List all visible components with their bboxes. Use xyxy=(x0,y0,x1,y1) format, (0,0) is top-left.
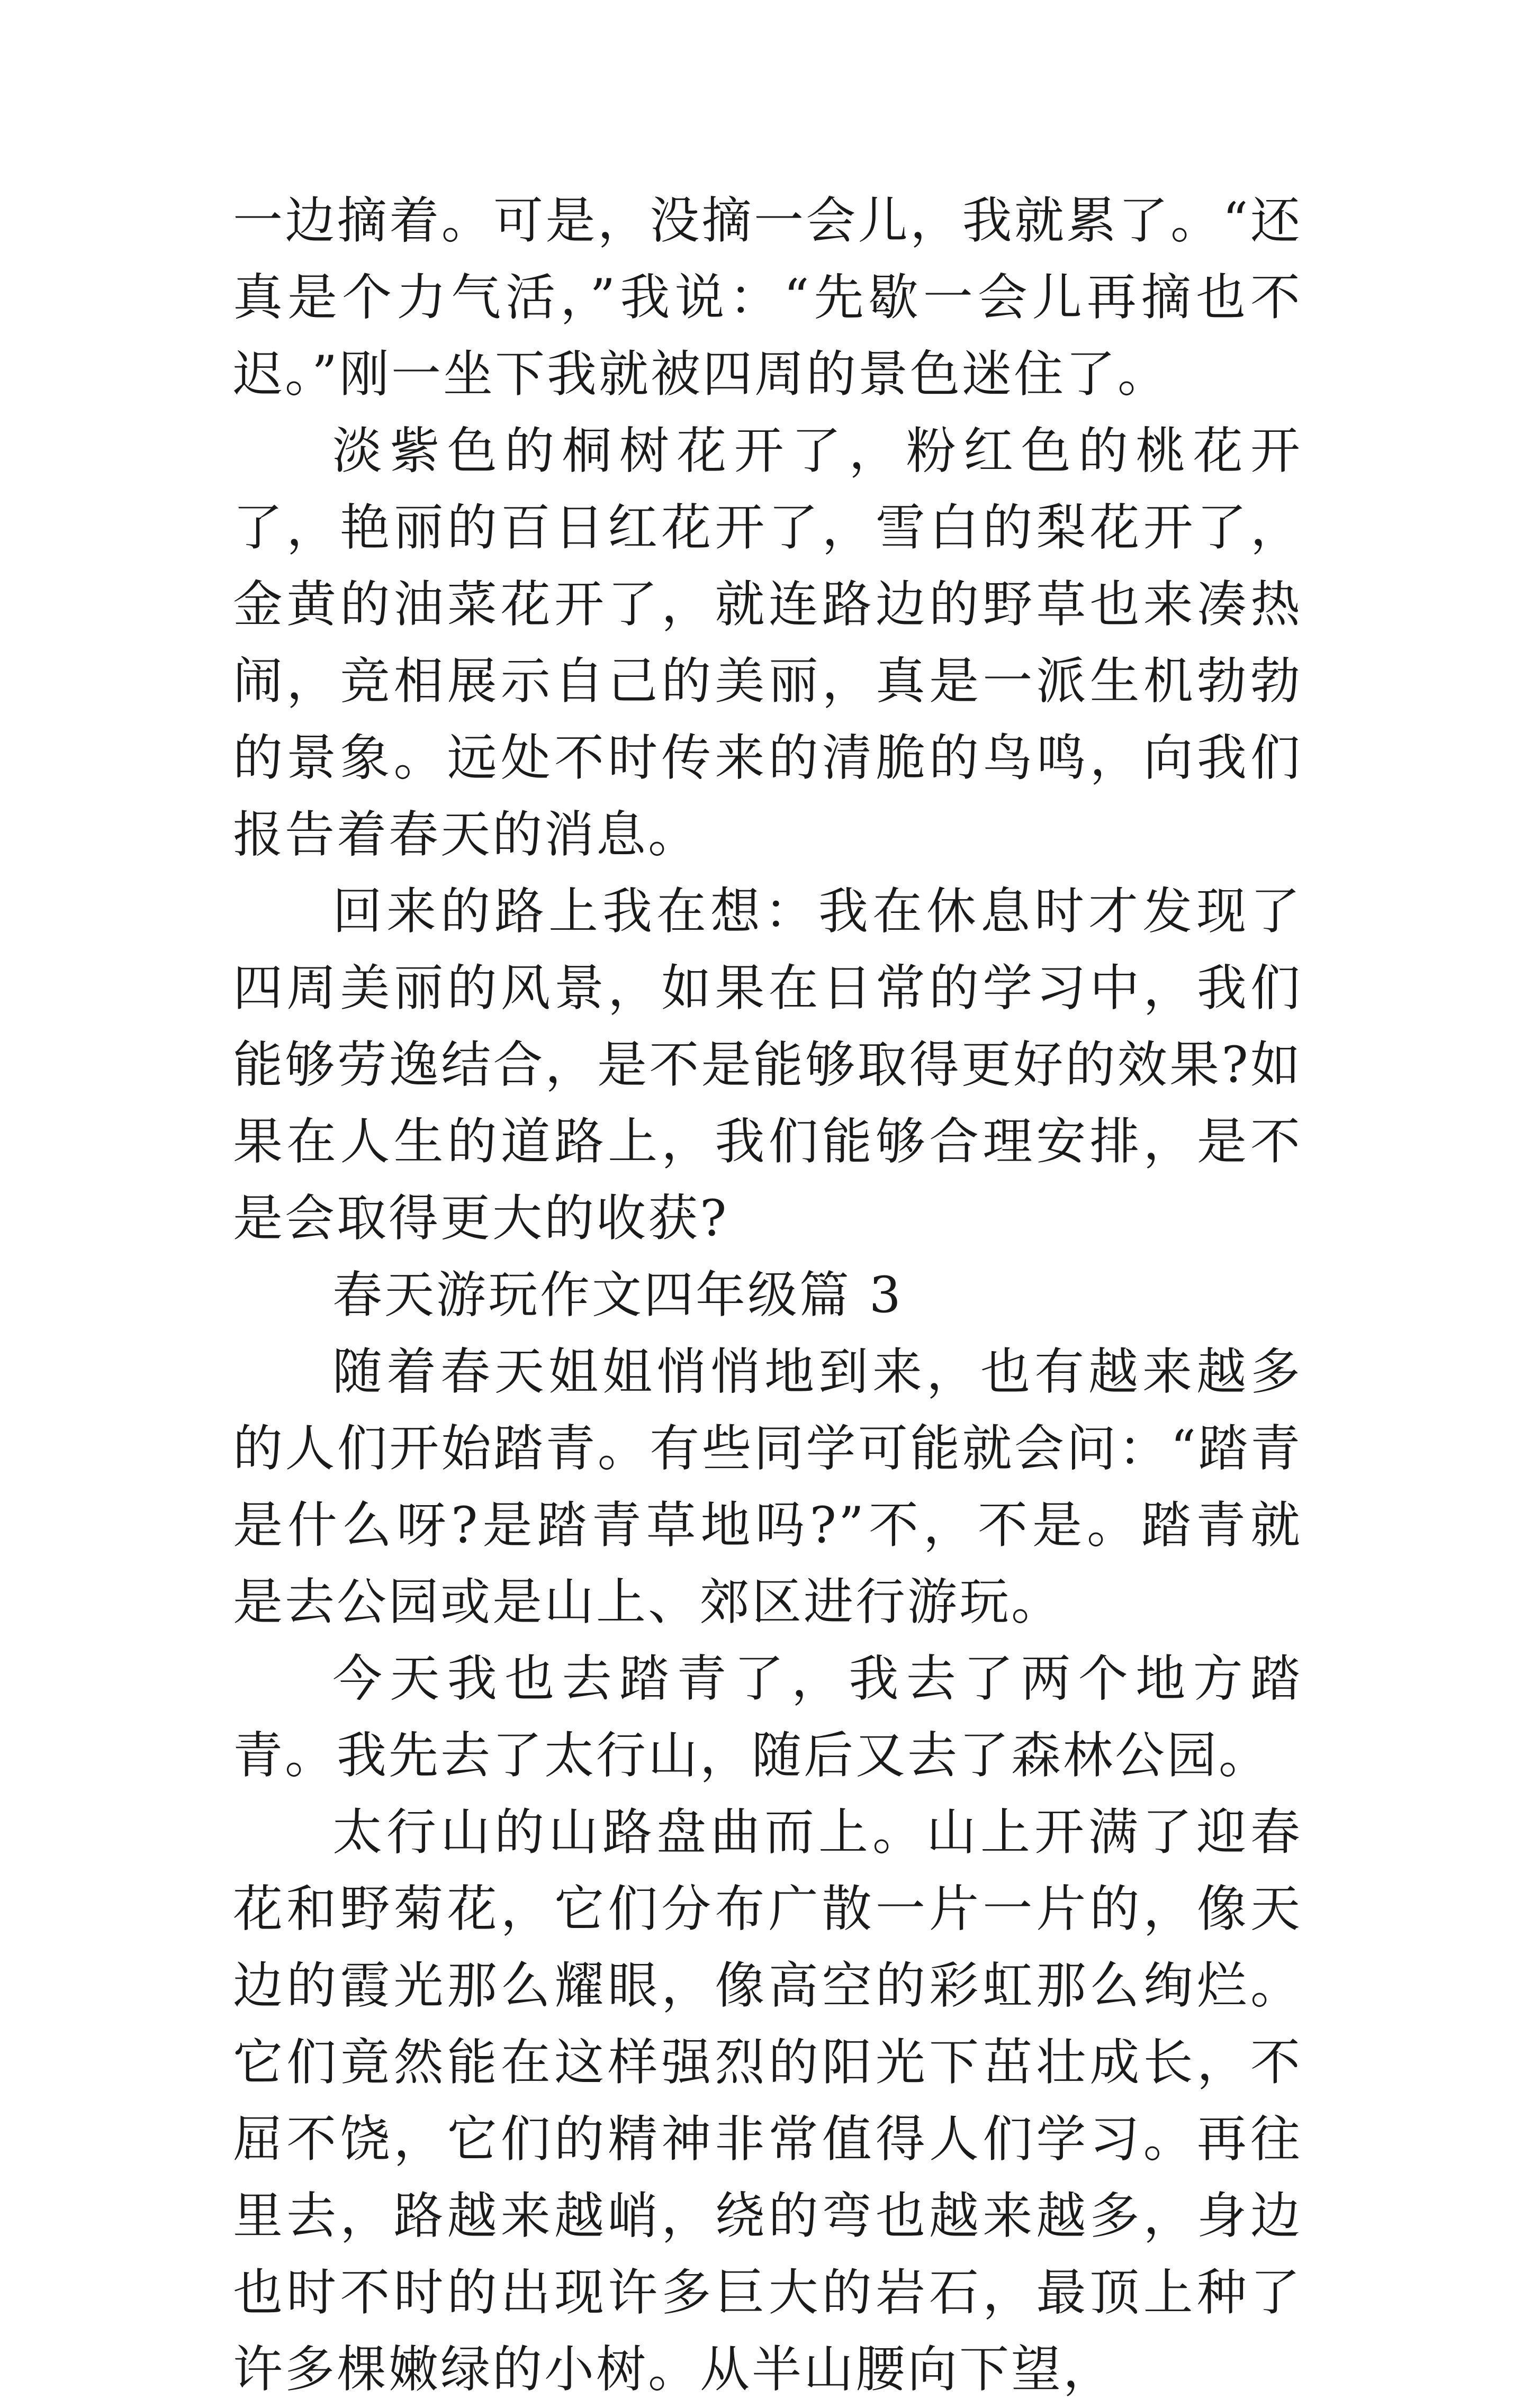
paragraph-2: 淡紫色的桐树花开了，粉红色的桃花开了，艳丽的百日红花开了，雪白的梨花开了，金黄的油菜花开了，就连路边的野草也来凑热闹，竞相展示自己的美丽，真是一派生机勃勃的景象。远处不时传来的清脆的鸟鸣，向我们报告着春天的消息。 xyxy=(233,422,1302,864)
document-body xyxy=(233,183,1302,2408)
section-heading: 春天游玩作文四年级篇 3 xyxy=(332,1266,903,1324)
paragraph-4: 随着春天姐姐悄悄地到来，也有越来越多的人们开始踏青。有些同学可能就会问：“踏青是什么呀?是踏青草地吗?”不，不是。踏青就是去公园或是山上、郊区进行游玩。 xyxy=(233,1343,1302,1631)
paragraph-1: 一边摘着。可是，没摘一会儿，我就累了。“还真是个力气活，”我说：“先歇一会儿再摘也不迟。”刚一坐下我就被四周的景色迷住了。 xyxy=(233,192,1302,403)
paragraph-3: 回来的路上我在想：我在休息时才发现了四周美丽的风景，如果在日常的学习中，我们能够劳逸结合，是不是能够取得更好的效果?如果在人生的道路上，我们能够合理安排，是不是会取得更大的收获? xyxy=(233,883,1302,1247)
paragraph-5: 今天我也去踏青了，我去了两个地方踏青。我先去了太行山，随后又去了森林公园。 xyxy=(233,1650,1302,1785)
paragraph-6: 太行山的山路盘曲而上。山上开满了迎春花和野菊花，它们分布广散一片一片的，像天边的霞光那么耀眼，像高空的彩虹那么绚烂。它们竟然能在这样强烈的阳光下茁壮成长，不屈不饶，它们的精神非常值得人们学习。再往里去，路越来越峭，绕的弯也越来越多，身边也时不时的出现许多巨大的岩石，最顶上种了许多棵嫩绿的小树。从半山腰向下望， xyxy=(233,1804,1302,2398)
